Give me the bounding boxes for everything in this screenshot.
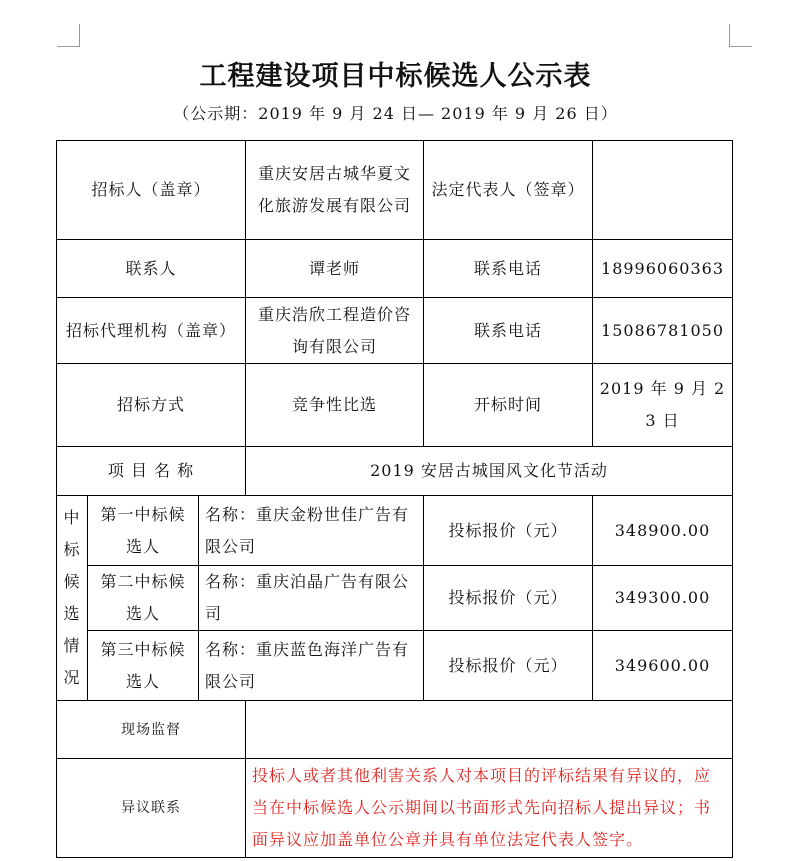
candidate-rank: 第三中标候选人: [88, 631, 199, 701]
crop-mark-top-left: [57, 24, 80, 47]
method-label: 招标方式: [57, 364, 246, 447]
contact-row: [57, 240, 733, 298]
candidate-bid: 348900.00: [593, 496, 733, 566]
legal-rep-value: [593, 141, 733, 240]
project-label: 项 目 名 称: [57, 447, 246, 496]
objection-text: 投标人或者其他利害关系人对本项目的评标结果有异议的，应当在中标候选人公示期间以书面形式先向招标人提出异议；书面异议应加盖单位公章并具有单位法定代表人签字。: [246, 759, 733, 858]
candidate-table: [56, 140, 733, 858]
objection-label: 异议联系: [57, 759, 246, 858]
candidate-bid: 349600.00: [593, 631, 733, 701]
candidate-row: [57, 496, 733, 566]
open-time-label: 开标时间: [424, 364, 593, 447]
agency-phone-value: 15086781050: [593, 298, 733, 364]
crop-mark-top-right: [729, 24, 752, 47]
agency-row: [57, 298, 733, 364]
candidate-rank: 第一中标候选人: [88, 496, 199, 566]
open-time-value: 2019 年 9 月 23 日: [593, 364, 733, 447]
supervision-label: 现场监督: [57, 701, 246, 759]
candidate-row: [57, 566, 733, 631]
candidate-name: 名称：重庆金粉世佳广告有限公司: [199, 496, 424, 566]
supervision-row: [57, 701, 733, 759]
candidate-bid-label: 投标报价（元）: [424, 496, 593, 566]
contact-label: 联系人: [57, 240, 246, 298]
agency-label: 招标代理机构（盖章）: [57, 298, 246, 364]
publicity-period: （公示期：2019 年 9 月 24 日— 2019 年 9 月 26 日）: [173, 104, 618, 123]
candidate-bid: 349300.00: [593, 566, 733, 631]
contact-phone-label: 联系电话: [424, 240, 593, 298]
candidate-bid-label: 投标报价（元）: [424, 566, 593, 631]
candidate-rank: 第二中标候选人: [88, 566, 199, 631]
supervision-value: [246, 701, 733, 759]
agency-value: 重庆浩欣工程造价咨询有限公司: [246, 298, 424, 364]
candidate-name: 名称：重庆泊晶广告有限公司: [199, 566, 424, 631]
method-row: [57, 364, 733, 447]
candidate-name: 名称：重庆蓝色海洋广告有限公司: [199, 631, 424, 701]
objection-row: [57, 759, 733, 858]
legal-rep-label: 法定代表人（签章）: [424, 141, 593, 240]
project-row: [57, 447, 733, 496]
tenderer-value: 重庆安居古城华夏文化旅游发展有限公司: [246, 141, 424, 240]
candidate-row: [57, 631, 733, 701]
project-value: 2019 安居古城国风文化节活动: [246, 447, 733, 496]
contact-value: 谭老师: [246, 240, 424, 298]
tenderer-label: 招标人（盖章）: [57, 141, 246, 240]
candidate-bid-label: 投标报价（元）: [424, 631, 593, 701]
contact-phone-value: 18996060363: [593, 240, 733, 298]
method-value: 竞争性比选: [246, 364, 424, 447]
tenderer-row: [57, 141, 733, 240]
page-title: 工程建设项目中标候选人公示表: [199, 61, 592, 92]
agency-phone-label: 联系电话: [424, 298, 593, 364]
candidates-section-label: 中标候选情况: [57, 496, 88, 701]
